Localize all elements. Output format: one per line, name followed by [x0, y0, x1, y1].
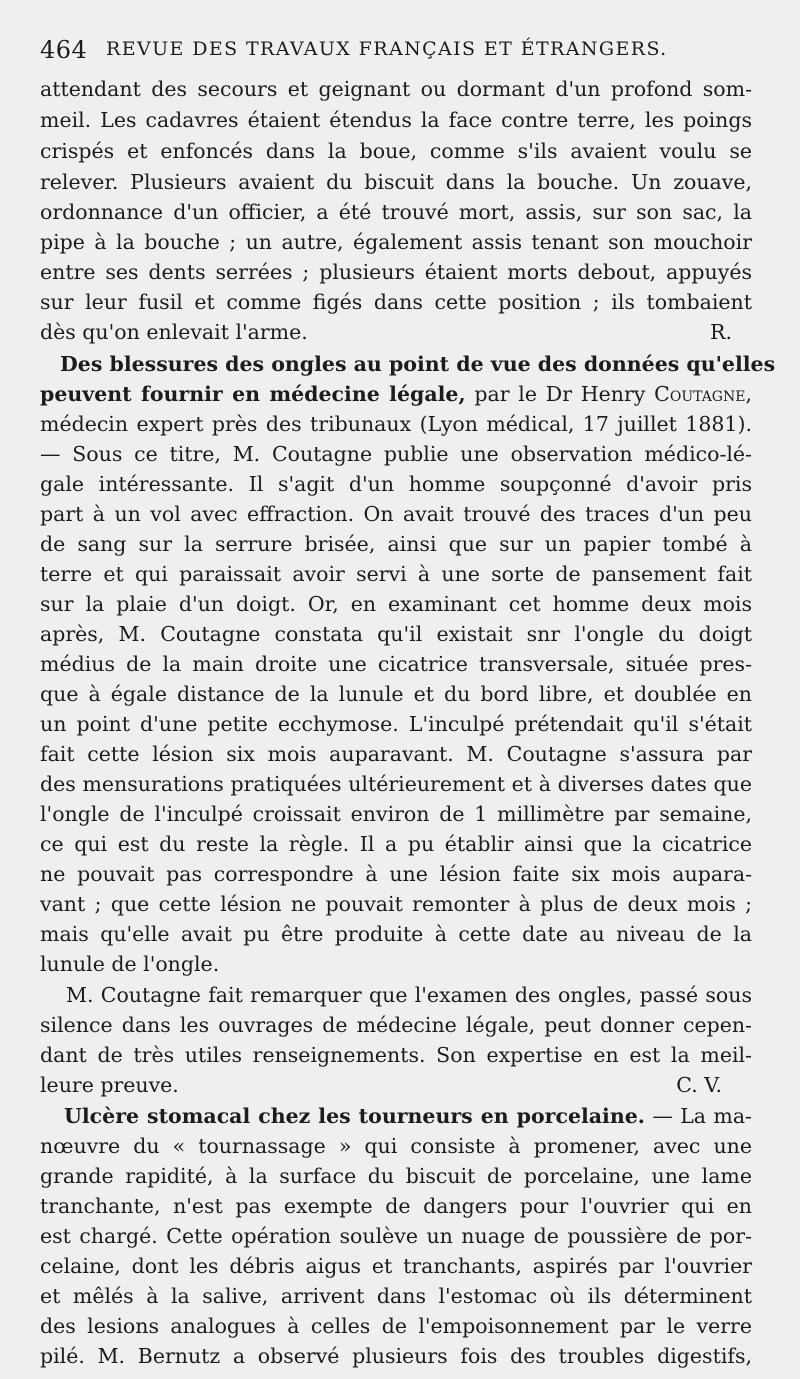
page-number: 464 — [40, 36, 88, 64]
article-title-line — [40, 379, 752, 409]
text-fragment: dès qu'on enlevait l'arme. — [40, 320, 308, 344]
text-line: crispés et enfoncés dans la boue, comme s'ils avaient voulu se — [40, 139, 752, 163]
text-line: que à égale distance de la lunule et du bord libre, et doublée en — [40, 682, 752, 706]
text-line: un point d'une petite ecchymose. L'inculpé prétendait qu'il s'était — [40, 712, 752, 736]
text-line: médius de la main droite une cicatrice transversale, située pres- — [40, 652, 752, 676]
text-line: celaine, dont les débris aigus et tranchants, aspirés par l'ouvrier — [40, 1254, 752, 1278]
text-fragment: leure preuve. — [40, 1073, 179, 1097]
text-line: silence dans les ouvrages de médecine légale, peut donner cepen- — [40, 1013, 752, 1037]
signature: C. V. — [676, 1073, 722, 1097]
text-line: médecin expert près des tribunaux (Lyon médical, 17 juillet 1881). — [40, 412, 752, 436]
text-line: sur la plaie d'un doigt. Or, en examinant cet homme deux mois — [40, 592, 752, 616]
article-title — [64, 1101, 752, 1131]
text-line: après, M. Coutagne constata qu'il existait snr l'ongle du doigt — [40, 622, 752, 646]
text-line: fait cette lésion six mois auparavant. M. Coutagne s'assura par — [40, 742, 752, 766]
text-line: tranchante, n'est pas exempte de dangers pour l'ouvrier qui en — [40, 1194, 752, 1218]
text-line: relever. Plusieurs avaient du biscuit dans la bouche. Un zouave, — [40, 170, 752, 194]
text-line: ne pouvait pas correspondre à une lésion faite six mois aupara- — [40, 862, 752, 886]
text-line: de sang sur la serrure brisée, ainsi que sur un papier tombé à — [40, 532, 752, 556]
text-line: lunule de l'ongle. — [40, 952, 220, 976]
text-line: des lesions analogues à celles de l'empoisonnement par le verre — [40, 1314, 752, 1338]
text-line: est chargé. Cette opération soulève un nuage de poussière de por- — [40, 1224, 752, 1248]
text-line: nœuvre du « tournassage » qui consiste à promener, avec une — [40, 1134, 752, 1158]
article-title — [60, 349, 776, 379]
signature: R. — [710, 320, 732, 344]
text-line: entre ses dents serrées ; plusieurs étaient morts debout, appuyés — [40, 260, 752, 284]
text-line: attendant des secours et geignant ou dormant d'un profond som- — [40, 77, 752, 101]
byline: par le Dr Henry — [465, 382, 655, 406]
article-title-text: Des blessures des ongles au point de vue des données qu'elles — [60, 352, 776, 376]
text-line: sur leur fusil et comme figés dans cette position ; ils tombaient — [40, 290, 752, 314]
text-line: et mêlés à la salive, arrivent dans l'estomac où ils déterminent — [40, 1284, 752, 1308]
text-line: ce qui est du reste la règle. Il a pu établir ainsi que la cicatrice — [40, 832, 752, 856]
text-line: mais qu'elle avait pu être produite à cette date au niveau de la — [40, 922, 752, 946]
text-line-with-signature — [40, 1070, 752, 1100]
text-line: meil. Les cadavres étaient étendus la face contre terre, les poings — [40, 108, 752, 132]
text-line: — Sous ce titre, M. Coutagne publie une observation médico-lé- — [40, 442, 752, 466]
text-line: des mensurations pratiquées ultérieurement et à diverses dates que — [40, 772, 752, 796]
text-line: ordonnance d'un officier, a été trouvé mort, assis, sur son sac, la — [40, 200, 752, 224]
text-line: dant de très utiles renseignements. Son expertise en est la meil- — [40, 1043, 752, 1067]
page-header — [40, 34, 760, 74]
article-title-text: peuvent fournir en médecine légale, — [40, 382, 466, 406]
article-title-text: Ulcère stomacal chez les tourneurs en porcelaine. — [64, 1104, 645, 1128]
text-line: terre et qui paraissait avoir servi à une sorte de pansement fait — [40, 562, 752, 586]
text-line: pilé. M. Bernutz a observé plusieurs fois des troubles digestifs, — [40, 1344, 752, 1368]
text-line: gale intéressante. Il s'agit d'un homme soupçonné d'avoir pris — [40, 472, 752, 496]
text-line: pipe à la bouche ; un autre, également assis tenant son mouchoir — [40, 230, 752, 254]
text-line: vant ; que cette lésion ne pouvait remonter à plus de deux mois ; — [40, 892, 752, 916]
running-title: REVUE DES TRAVAUX FRANÇAIS ET ÉTRANGERS. — [106, 38, 668, 60]
text-fragment: — La ma- — [644, 1104, 752, 1128]
text-line: part à un vol avec effraction. On avait trouvé des traces d'un peu — [40, 502, 752, 526]
text-line: M. Coutagne fait remarquer que l'examen des ongles, passé sous — [66, 983, 752, 1007]
text-line: l'ongle de l'inculpé croissait environ de 1 millimètre par semaine, — [40, 802, 752, 826]
author-name: Coutagne, — [654, 382, 752, 406]
text-line-with-signature — [40, 317, 752, 347]
text-line: grande rapidité, à la surface du biscuit de porcelaine, une lame — [40, 1164, 752, 1188]
